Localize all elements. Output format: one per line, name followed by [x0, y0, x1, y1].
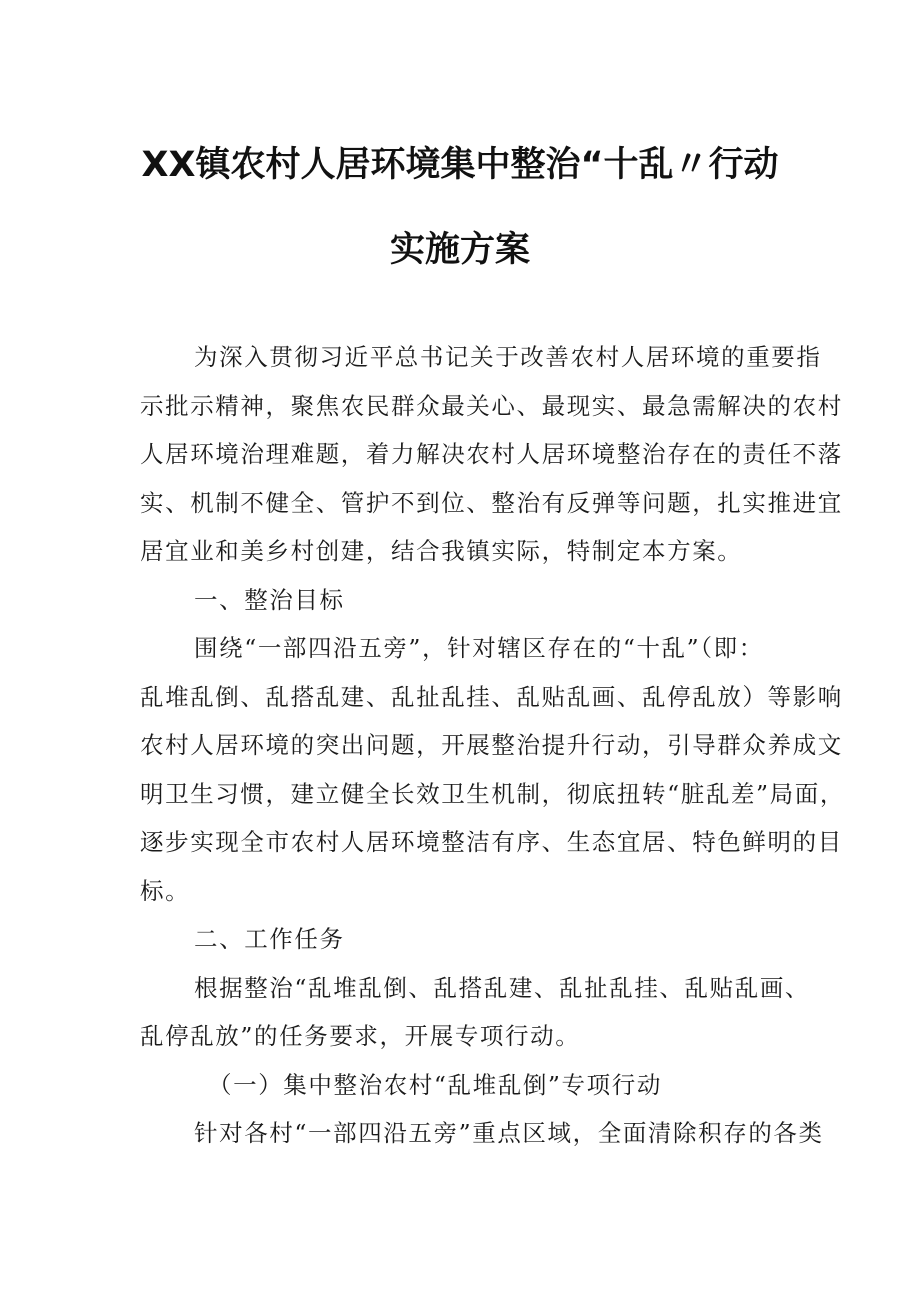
paragraph-goals-line: 乱堆乱倒、乱搭乱建、乱扯乱挂、乱贴乱画、乱停乱放）等影响: [140, 682, 843, 711]
paragraph-tasks-line: 乱停乱放”的任务要求，开展专项行动。: [140, 1022, 581, 1050]
paragraph-intro-line: 示批示精神，聚焦农民群众最关心、最现实、最急需解决的农村: [140, 391, 843, 420]
paragraph-goals-line: 标。: [140, 876, 191, 905]
paragraph-subsection-1-line: 针对各村“一部四沿五旁”重点区域，全面清除积存的各类: [194, 1119, 824, 1147]
section-heading-goals: 一、整治目标: [194, 585, 345, 614]
paragraph-intro-line: 实、机制不健全、管护不到位、整治有反弹等问题，扎实推进宜: [140, 488, 843, 517]
document-title-line-2: 实施方案: [389, 230, 530, 270]
paragraph-goals-line: 逐步实现全市农村人居环境整洁有序、生态宜居、特色鲜明的目: [140, 828, 843, 856]
section-heading-tasks: 二、工作任务: [194, 925, 345, 953]
paragraph-goals-line: 明卫生习惯，建立健全长效卫生机制，彻底扭转“脏乱差”局面，: [140, 779, 845, 808]
paragraph-tasks-line: 根据整治“乱堆乱倒、乱搭乱建、乱扯乱挂、乱贴乱画、: [194, 973, 811, 1002]
paragraph-goals-line: 围绕“一部四沿五旁”，针对辖区存在的“十乱”（即：: [194, 634, 764, 662]
document-body: [140, 333, 845, 1158]
paragraph-intro-line: 居宜业和美乡村创建，结合我镇实际，特制定本方案。: [140, 537, 743, 565]
document-title-line-1: XX镇农村人居环境集中整治“十乱〃行动: [141, 145, 779, 185]
paragraph-goals-line: 农村人居环境的突出问题，开展整治提升行动，引导群众养成文: [140, 731, 843, 759]
subsection-heading-1: （一）集中整治农村“乱堆乱倒”专项行动: [208, 1070, 662, 1099]
paragraph-intro-line: 人居环境治理难题，着力解决农村人居环境整治存在的责任不落: [140, 440, 843, 468]
paragraph-intro-line: 为深入贯彻习近平总书记关于改善农村人居环境的重要指: [194, 343, 822, 371]
